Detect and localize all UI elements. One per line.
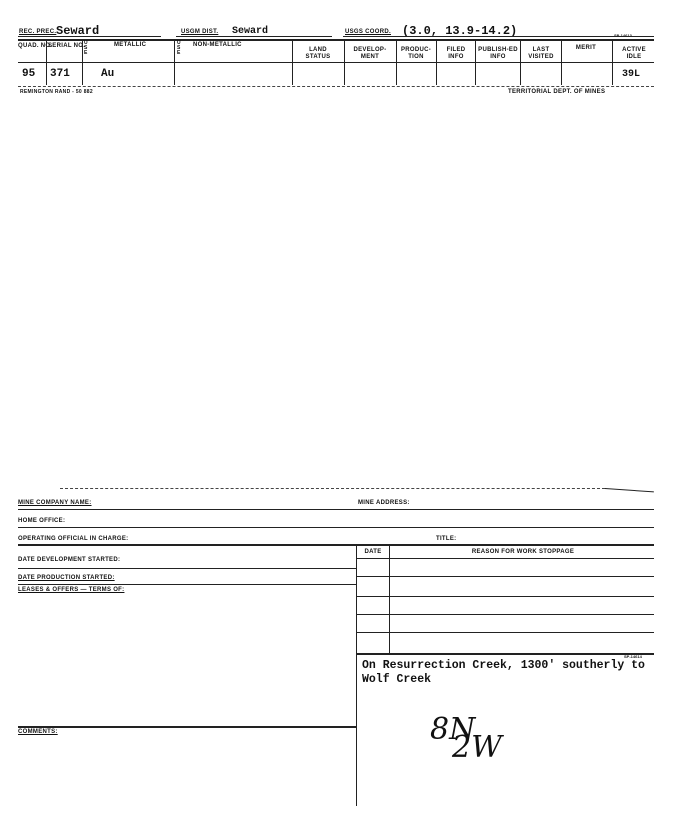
date-development-label: DATE DEVELOPMENT STARTED: [18, 557, 121, 563]
hdr-merit: MERIT [575, 45, 597, 51]
handwritten-range: 2W [452, 730, 502, 765]
hdr-quad-no: QUAD. NO. [18, 43, 53, 49]
handwritten-township: 8N [430, 712, 476, 747]
territorial-dept: TERRITORIAL DEPT. OF MINES [508, 89, 606, 95]
hdr-production: PRODUC-TION [400, 47, 432, 60]
mine-address-label: MINE ADDRESS: [358, 500, 410, 506]
hdr-active-idle: ACTIVE IDLE [622, 47, 646, 60]
usgm-dist-label: USGM DIST. [181, 29, 219, 35]
usgm-dist-value: Seward [232, 26, 269, 37]
rec-prec-value: Seward [56, 24, 100, 38]
mine-company-name-label: MINE COMPANY NAME: [18, 500, 92, 506]
leases-offers-label: LEASES & OFFERS — TERMS OF: [18, 587, 125, 593]
hdr-filed-info: FILED INFO [446, 47, 466, 60]
bottom-form-number: SP-14614 [624, 654, 642, 659]
comments-label: COMMENTS: [18, 729, 58, 735]
hdr-serial-no: SERIAL NO. [48, 43, 86, 49]
hdr-published-info: PUBLISH-ED INFO [478, 47, 518, 60]
row-serial-no: 371 [50, 68, 70, 80]
row-active-idle: 39L [622, 69, 641, 80]
hdr-metallic: METALLIC [114, 42, 147, 48]
hdr-use-2: U S E [177, 40, 181, 56]
top-form-number: SP-14613 [614, 33, 632, 38]
usgs-coord-label: USGS COORD. [345, 29, 391, 35]
rec-prec-label: REC. PREC. [19, 29, 57, 35]
hdr-land-status: LAND STATUS [305, 47, 331, 60]
location-note: On Resurrection Creek, 1300' southerly to Wolf Creek [362, 659, 645, 686]
row-metallic: Au [101, 68, 115, 80]
hdr-development: DEVELOP-MENT [353, 47, 387, 60]
home-office-label: HOME OFFICE: [18, 518, 66, 524]
row-quad-no: 95 [22, 68, 36, 80]
stoppage-reason-header: REASON FOR WORK STOPPAGE [471, 549, 575, 555]
hdr-last-visited: LAST VISITED [528, 47, 554, 60]
hdr-use-1: U S E [84, 40, 88, 56]
operating-official-label: OPERATING OFFICIAL IN CHARGE: [18, 536, 129, 542]
printer-note: REMINGTON RAND - 50 882 [20, 89, 93, 95]
usgs-coord-value: (3.0, 13.9-14.2) [402, 24, 518, 38]
date-production-label: DATE PRODUCTION STARTED: [18, 575, 115, 581]
stoppage-date-header: DATE [364, 549, 382, 555]
title-label: TITLE: [436, 536, 457, 542]
hdr-non-metallic: NON-METALLIC [193, 42, 242, 48]
